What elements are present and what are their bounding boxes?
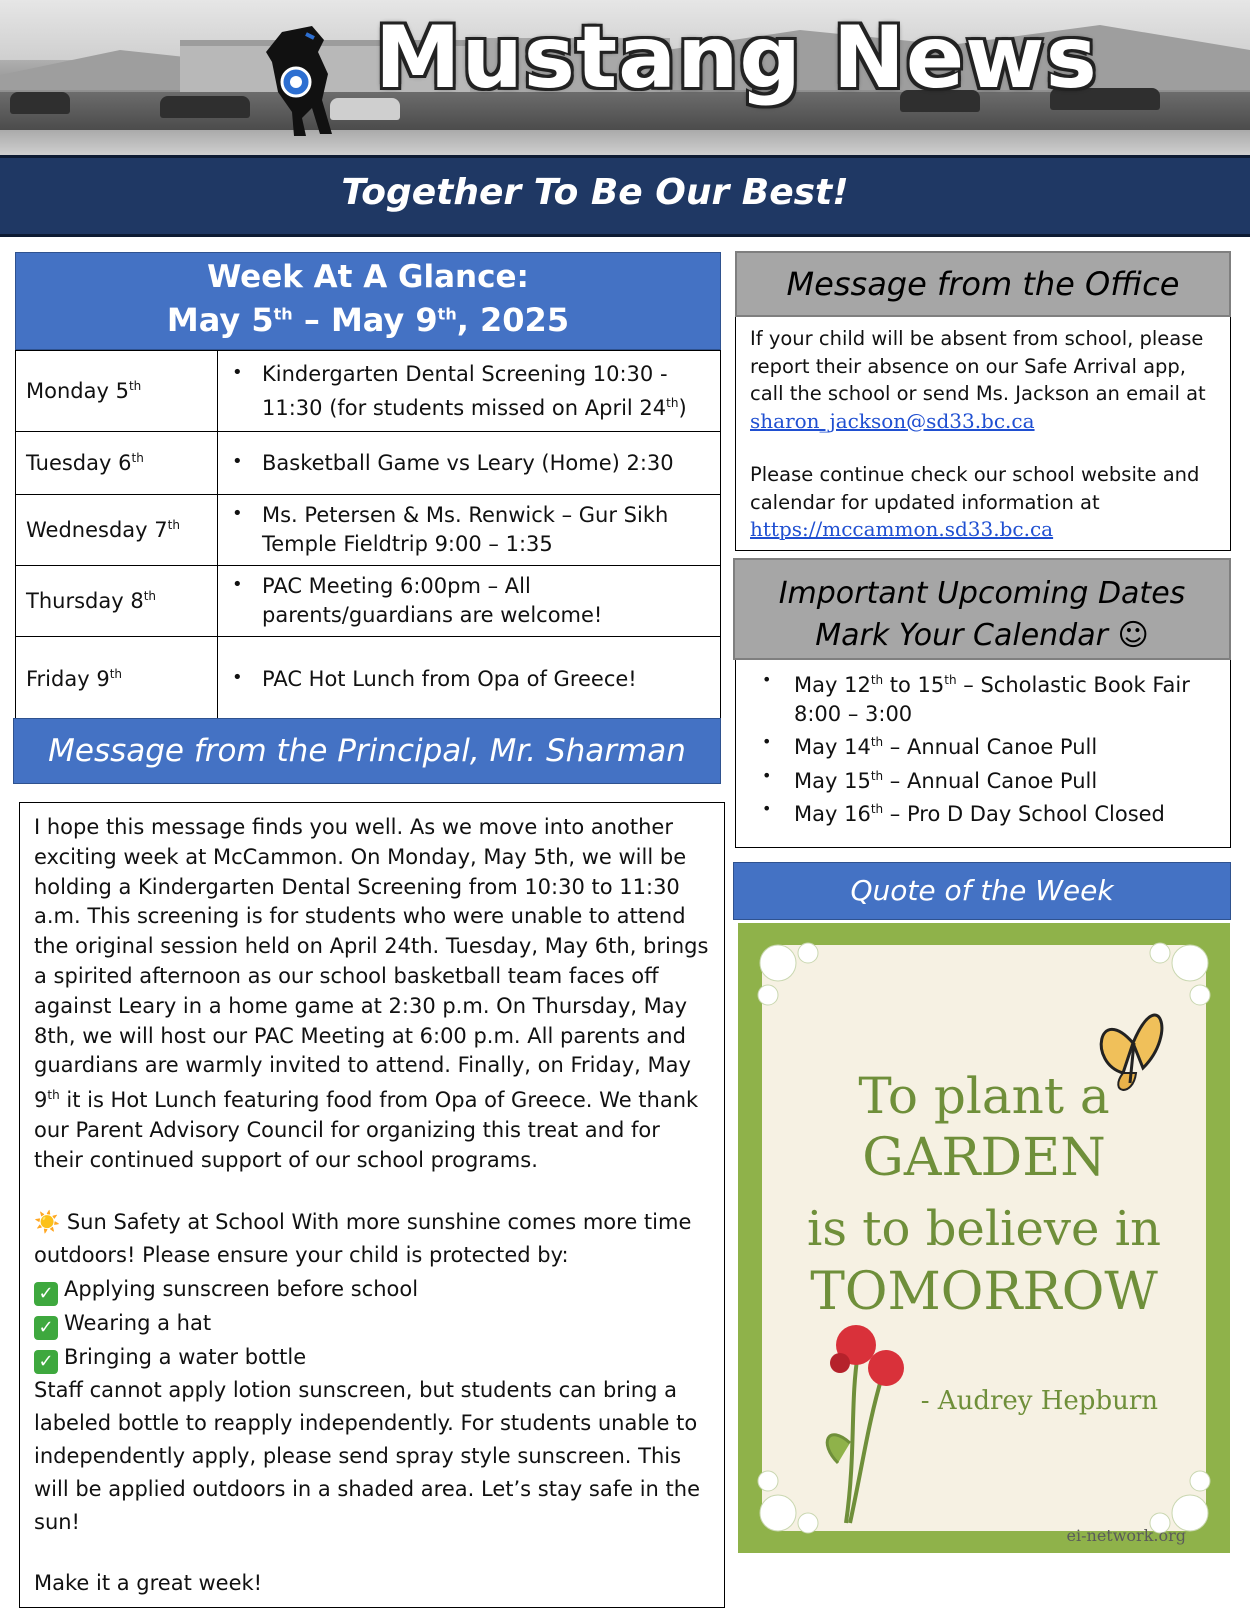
sun-safety-intro: ☀️ Sun Safety at School With more sunshine comes more time outdoors! Please ensure your child is protected by: bbox=[34, 1209, 692, 1267]
dates-heading-line2: Mark Your Calendar ☺ bbox=[815, 618, 1149, 653]
checklist-item: ✓ Wearing a hat bbox=[34, 1306, 710, 1340]
week-heading-dates: May 5th – May 9th, 2025 bbox=[166, 301, 570, 339]
table-row bbox=[16, 432, 721, 495]
closing-line: Make it a great week! bbox=[34, 1570, 263, 1595]
office-message-heading: Message from the Office bbox=[735, 251, 1231, 317]
table-row bbox=[16, 495, 721, 566]
dates-heading-line1: Important Upcoming Dates bbox=[778, 576, 1186, 611]
sunscreen-paragraph: Staff cannot apply lotion sunscreen, but students can bring a labeled bottle to reapply independently. For students unable to independently apply, please send spray style sunscreen. This will be applied outdoors in a shaded area. Let’s stay safe in the sun! bbox=[34, 1377, 700, 1534]
day-cell: Friday 9th bbox=[16, 637, 218, 722]
week-schedule-table bbox=[15, 350, 721, 722]
sun-icon: ☀️ bbox=[34, 1209, 61, 1234]
checkmark-icon: ✓ bbox=[34, 1316, 58, 1340]
event-cell: • Kindergarten Dental Screening 10:30 - 11:30 (for students missed on April 24th) bbox=[218, 351, 721, 432]
newsletter-title: Mustang News bbox=[375, 8, 1098, 108]
bullet-icon: • bbox=[232, 666, 243, 688]
list-item: • May 14th – Annual Canoe Pull bbox=[762, 728, 1220, 762]
event-cell: • Ms. Petersen & Ms. Renwick – Gur Sikh Temple Fieldtrip 9:00 – 1:35 bbox=[218, 495, 721, 566]
upcoming-dates-heading bbox=[733, 558, 1231, 660]
list-item: • May 15th – Annual Canoe Pull bbox=[762, 762, 1220, 796]
checklist-item: ✓ Bringing a water bottle bbox=[34, 1340, 710, 1374]
quote-line4: TOMORROW bbox=[810, 1262, 1158, 1322]
mustang-mascot-icon bbox=[262, 22, 342, 140]
table-row bbox=[16, 351, 721, 432]
table-row bbox=[16, 566, 721, 637]
principal-message-box bbox=[19, 802, 725, 1608]
list-item: • May 16th – Pro D Day School Closed bbox=[762, 795, 1220, 829]
upcoming-dates-list bbox=[735, 660, 1231, 848]
office-email-link[interactable]: sharon_jackson@sd33.bc.ca bbox=[750, 408, 1035, 433]
office-website-text: Please continue check our school website and calendar for updated information at bbox=[750, 463, 1200, 514]
slogan-text: Together To Be Our Best! bbox=[341, 172, 849, 213]
quote-line2: GARDEN bbox=[862, 1128, 1106, 1188]
bullet-icon: • bbox=[232, 574, 243, 595]
quote-source: ei-network.org bbox=[1066, 1526, 1186, 1545]
table-row bbox=[16, 637, 721, 722]
checkmark-icon: ✓ bbox=[34, 1350, 58, 1374]
bullet-icon: • bbox=[762, 670, 772, 689]
quote-of-week-heading: Quote of the Week bbox=[733, 862, 1231, 920]
banner-car bbox=[160, 96, 250, 118]
day-cell: Tuesday 6th bbox=[16, 432, 218, 495]
checkmark-icon: ✓ bbox=[34, 1282, 58, 1306]
week-at-a-glance-heading bbox=[15, 252, 721, 350]
week-heading-line1: Week At A Glance: bbox=[207, 259, 529, 295]
office-absence-text: If your child will be absent from school, please report their absence on our Safe Arrival app, call the school or send Ms. Jackson an email at bbox=[750, 327, 1206, 405]
quote-line1: To plant a bbox=[858, 1067, 1110, 1125]
bullet-icon: • bbox=[762, 732, 772, 751]
bullet-icon: • bbox=[232, 450, 243, 472]
principal-paragraph: I hope this message finds you well. As we move into another exciting week at McCammon. On Monday, May 5th, we will be holding a Kindergarten Dental Screening from 10:30 to 11:30 a.m. This screening is for students who were unable to attend the original session held on April 24th. Tuesday, May 6th, brings a spirited afternoon as our school basketball team faces off against Leary in a home game at 2:30 p.m. On Thursday, May 8th, we will host our PAC Meeting at 6:00 p.m. All parents and guardians are warmly invited to attend. Finally, on Friday, May 9th it is Hot Lunch featuring food from Opa of Greece. We thank our Parent Advisory Council for organizing this treat and for their continued support of our school programs. bbox=[34, 815, 709, 1172]
quote-author: - Audrey Hepburn bbox=[920, 1386, 1158, 1416]
slogan-bar bbox=[0, 155, 1250, 237]
bullet-icon: • bbox=[762, 799, 772, 818]
bullet-icon: • bbox=[232, 361, 243, 383]
banner-road bbox=[0, 130, 1250, 155]
list-item: • May 12th to 15th – Scholastic Book Fair 8:00 – 3:00 bbox=[762, 666, 1220, 728]
banner-car bbox=[10, 92, 70, 114]
event-cell: • PAC Hot Lunch from Opa of Greece! bbox=[218, 637, 721, 722]
bullet-icon: • bbox=[232, 503, 243, 524]
office-message-box bbox=[735, 317, 1231, 551]
day-cell: Wednesday 7th bbox=[16, 495, 218, 566]
day-cell: Thursday 8th bbox=[16, 566, 218, 637]
bullet-icon: • bbox=[762, 765, 772, 785]
day-cell: Monday 5th bbox=[16, 351, 218, 432]
event-cell: • Basketball Game vs Leary (Home) 2:30 bbox=[218, 432, 721, 495]
school-website-link[interactable]: https://mccammon.sd33.bc.ca bbox=[750, 517, 1054, 541]
quote-line3: is to believe in bbox=[807, 1201, 1161, 1257]
principal-message-heading: Message from the Principal, Mr. Sharman bbox=[13, 718, 721, 784]
header-banner bbox=[0, 0, 1250, 155]
quote-poster bbox=[738, 923, 1230, 1553]
checklist-item: ✓ Applying sunscreen before school bbox=[34, 1272, 710, 1306]
event-cell: • PAC Meeting 6:00pm – All parents/guardians are welcome! bbox=[218, 566, 721, 637]
